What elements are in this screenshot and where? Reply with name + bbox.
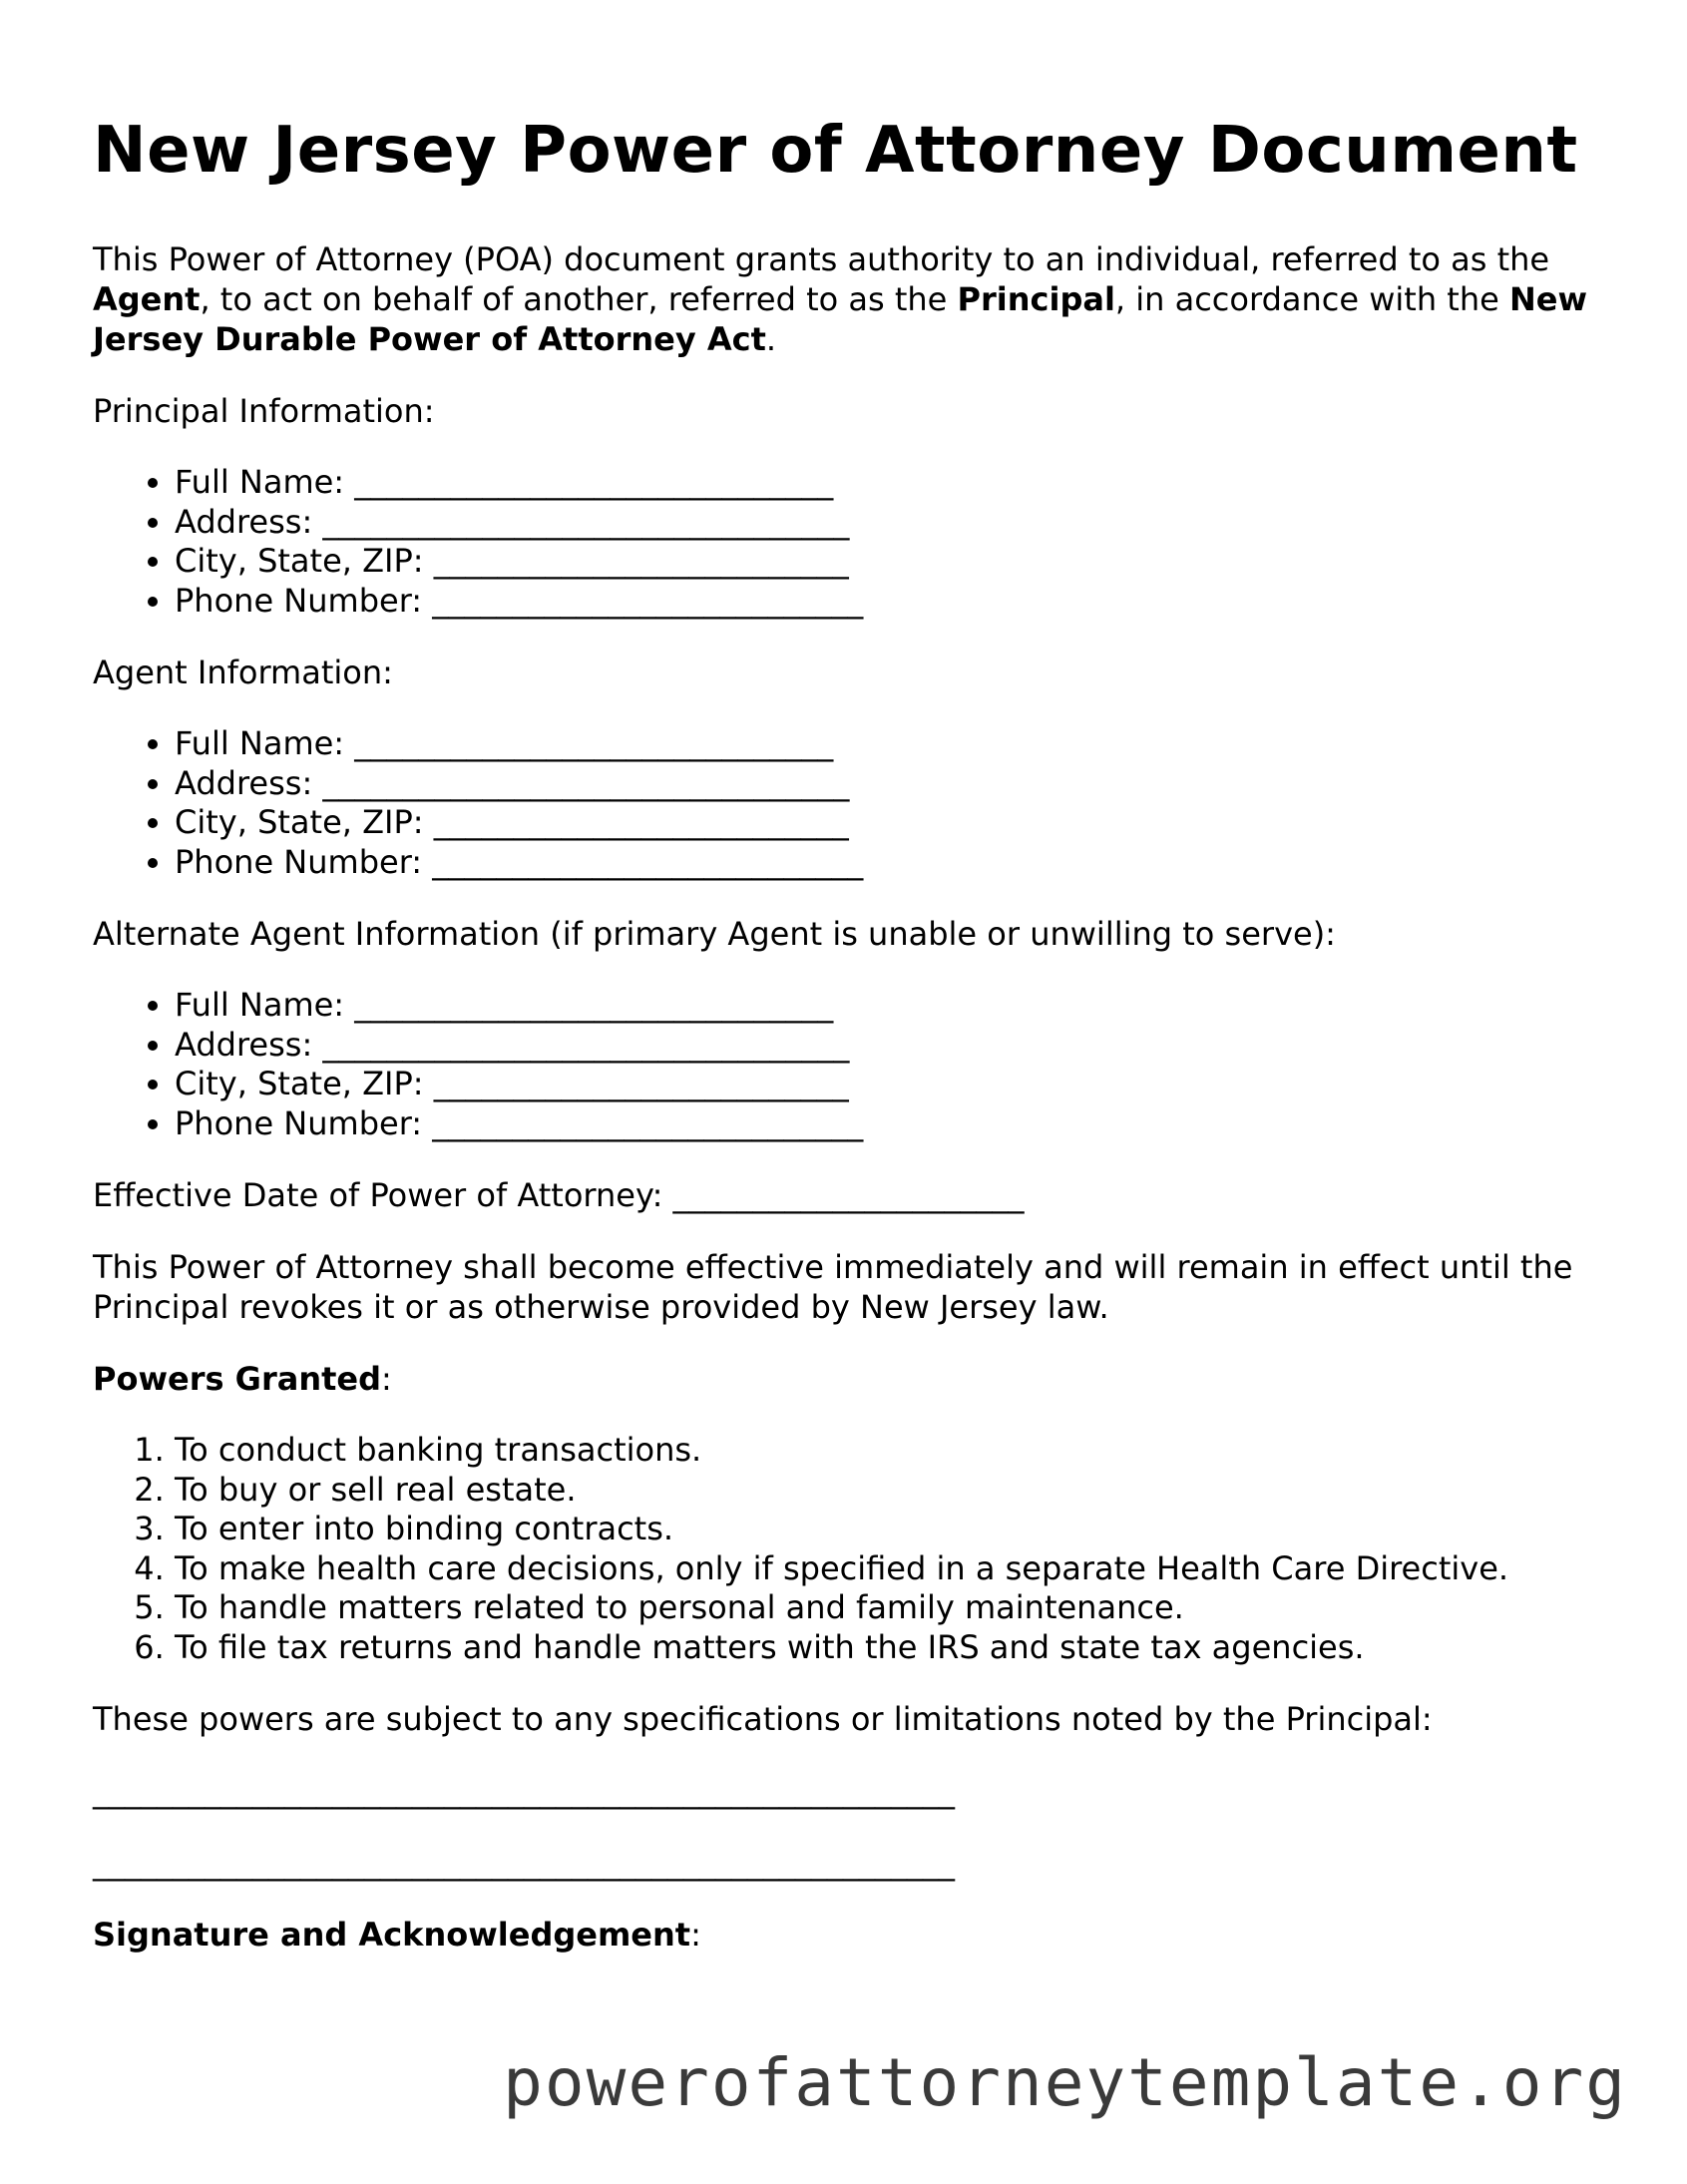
limitations-blank-line-1: ______________________________________________________: [93, 1772, 955, 1810]
power-item-taxes: 6. To file tax returns and handle matters with the IRS and state tax agencies.: [175, 1628, 1589, 1668]
power-item-contracts: 3. To enter into binding contracts.: [175, 1510, 1589, 1549]
powers-heading-colon: :: [381, 1360, 392, 1398]
principal-full-name-field: • Full Name: ______________________________: [175, 463, 1589, 503]
alternate-phone-field: • Phone Number: ___________________________: [175, 1104, 1589, 1144]
principal-phone-field: • Phone Number: ___________________________: [175, 582, 1589, 622]
power-item-family-maintenance: 5. To handle matters related to personal and family maintenance.: [175, 1588, 1589, 1628]
alternate-city-state-zip-field: • City, State, ZIP: __________________________: [175, 1065, 1589, 1104]
document-page: [93, 112, 1589, 1955]
principal-term: Principal: [957, 280, 1115, 318]
intro-text-1: This Power of Attorney (POA) document grants authority to an individual, referred to as the: [93, 240, 1550, 278]
intro-text-4: .: [765, 320, 777, 358]
alternate-full-name-field: • Full Name: ______________________________: [175, 986, 1589, 1026]
document-title: New Jersey Power of Attorney Document: [93, 114, 1578, 188]
powers-list: [93, 1431, 1589, 1667]
signature-heading-colon: :: [690, 1916, 701, 1954]
effective-date-field: Effective Date of Power of Attorney: ______________________: [93, 1176, 1025, 1214]
principal-fields-list: [93, 463, 1589, 621]
principal-city-state-zip-field: • City, State, ZIP: __________________________: [175, 542, 1589, 582]
alternate-address-field: • Address: _________________________________: [175, 1026, 1589, 1066]
agent-address-field: • Address: _________________________________: [175, 764, 1589, 804]
power-item-real-estate: 2. To buy or sell real estate.: [175, 1471, 1589, 1511]
principal-address-field: • Address: _________________________________: [175, 503, 1589, 543]
signature-heading-text: Signature and Acknowledgement: [93, 1916, 691, 1954]
effective-paragraph: This Power of Attorney shall become effective immediately and will remain in effect until the Principal revokes it or as otherwise provided by New Jersey law.: [93, 1248, 1573, 1326]
alternate-agent-fields-list: [93, 986, 1589, 1143]
power-item-banking: 1. To conduct banking transactions.: [175, 1431, 1589, 1471]
agent-section-label: Agent Information:: [93, 654, 393, 691]
powers-heading: [93, 1359, 1589, 1399]
agent-fields-list: [93, 724, 1589, 882]
watermark-text: powerofattorneytemplate.org: [503, 2044, 1627, 2121]
signature-heading: [93, 1915, 1589, 1955]
alternate-agent-section-label: Alternate Agent Information (if primary Agent is unable or unwilling to serve):: [93, 915, 1336, 953]
limitations-paragraph: These powers are subject to any specifications or limitations noted by the Principal:: [93, 1700, 1433, 1738]
principal-section-label: Principal Information:: [93, 392, 435, 430]
intro-text-2: , to act on behalf of another, referred to as the: [200, 280, 958, 318]
limitations-blank-line-2: ______________________________________________________: [93, 1844, 955, 1882]
powers-heading-text: Powers Granted: [93, 1360, 381, 1398]
act-term: New Jersey Durable Power of Attorney Act: [93, 280, 1588, 358]
agent-full-name-field: • Full Name: ______________________________: [175, 724, 1589, 764]
intro-paragraph: [93, 239, 1589, 359]
agent-term: Agent: [93, 280, 201, 318]
intro-text-3: , in accordance with the: [1114, 280, 1509, 318]
agent-city-state-zip-field: • City, State, ZIP: __________________________: [175, 803, 1589, 843]
agent-phone-field: • Phone Number: ___________________________: [175, 843, 1589, 883]
power-item-health-care: 4. To make health care decisions, only if specified in a separate Health Care Directive.: [175, 1549, 1589, 1589]
